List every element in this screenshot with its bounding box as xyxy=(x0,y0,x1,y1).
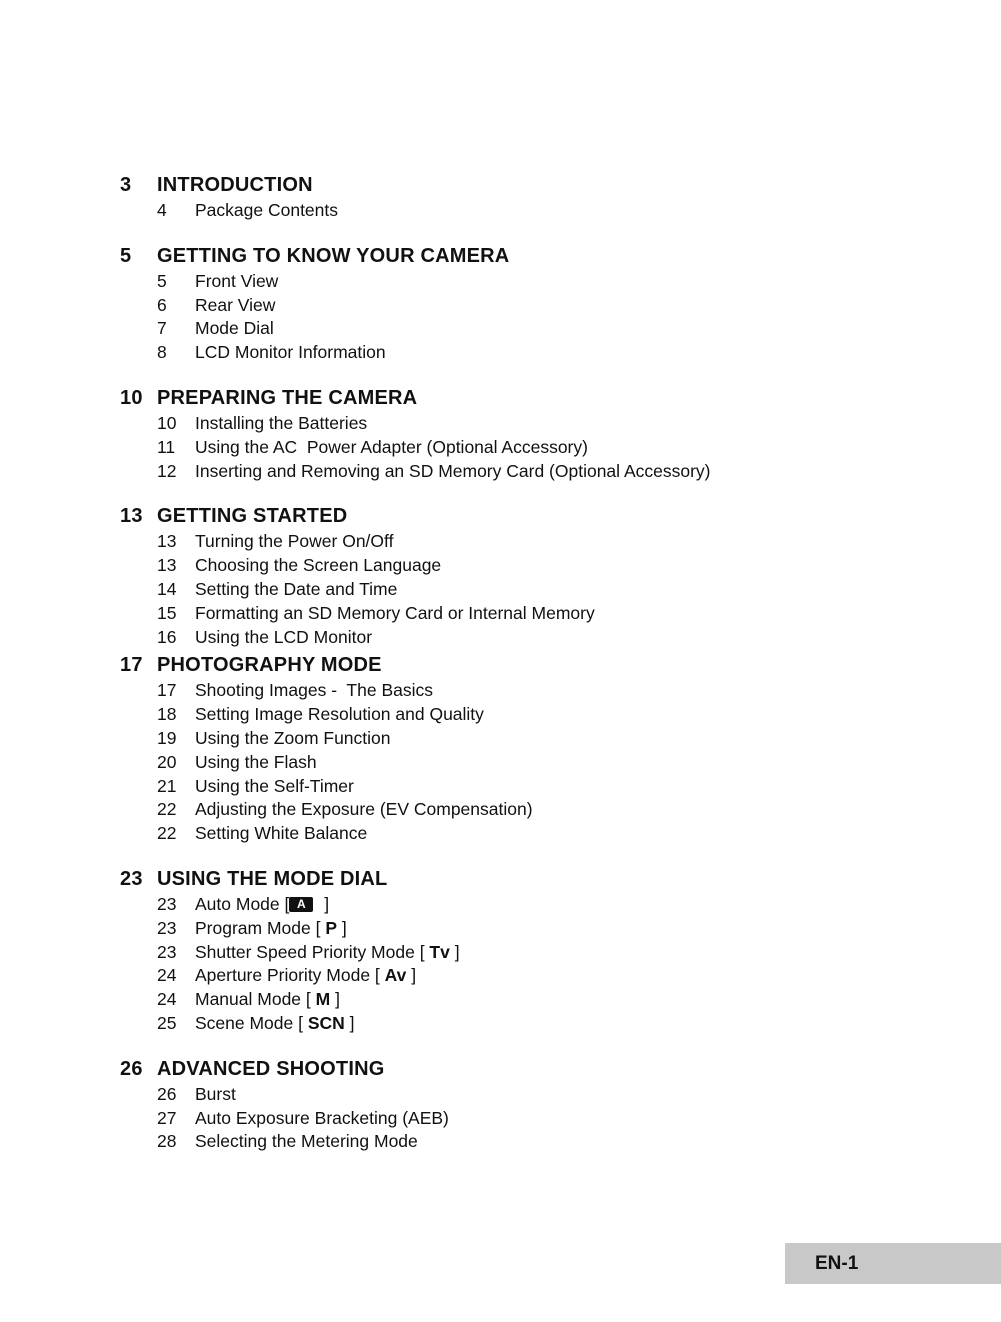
toc-entry[interactable] xyxy=(120,941,880,965)
entry-page-number: 20 xyxy=(157,751,177,772)
entry-title: Adjusting the Exposure (EV Compensation) xyxy=(195,799,533,820)
entry-page-number: 23 xyxy=(157,941,177,962)
section-heading[interactable] xyxy=(120,384,880,412)
entry-title-close: ] xyxy=(344,1012,355,1033)
section-page-number: 26 xyxy=(120,1057,143,1080)
entry-title xyxy=(195,988,340,1012)
section-title: PHOTOGRAPHY MODE xyxy=(157,654,382,677)
toc-entry[interactable] xyxy=(120,917,880,941)
mode-symbol: SCN xyxy=(307,1012,345,1033)
entry-page-number: 12 xyxy=(157,460,177,481)
entry-title: Mode Dial xyxy=(195,318,274,339)
toc-entry[interactable] xyxy=(120,341,880,365)
entry-title-text: Shutter Speed Priority Mode [ xyxy=(195,941,430,962)
toc-section-photography-mode xyxy=(120,651,880,846)
toc-entry[interactable] xyxy=(120,822,880,846)
entry-page-number: 6 xyxy=(157,294,167,315)
entry-title-close: ] xyxy=(449,941,460,962)
section-heading[interactable] xyxy=(120,242,880,270)
entry-page-number: 4 xyxy=(157,200,167,220)
toc-section-introduction xyxy=(120,171,880,223)
page-number-tab xyxy=(785,1243,1001,1284)
section-page-number: 5 xyxy=(120,244,132,267)
toc-entry[interactable] xyxy=(120,554,880,578)
entry-title xyxy=(195,941,460,965)
entry-page-number: 14 xyxy=(157,578,177,599)
entry-title-text: Aperture Priority Mode [ xyxy=(195,965,385,986)
section-title: GETTING TO KNOW YOUR CAMERA xyxy=(157,244,510,267)
entry-page-number: 10 xyxy=(157,412,177,433)
toc-entry[interactable] xyxy=(120,626,880,650)
entry-title xyxy=(195,964,416,988)
toc-section-getting-started xyxy=(120,502,880,649)
entry-page-number: 24 xyxy=(157,989,177,1010)
section-heading[interactable] xyxy=(120,171,880,199)
entry-title: Using the Zoom Function xyxy=(195,727,391,748)
entry-title: Auto Exposure Bracketing (AEB) xyxy=(195,1107,449,1128)
toc-entry[interactable] xyxy=(120,893,880,917)
section-title: USING THE MODE DIAL xyxy=(157,867,388,890)
section-page-number: 23 xyxy=(120,867,143,890)
entry-page-number: 19 xyxy=(157,727,177,748)
section-page-number: 10 xyxy=(120,386,143,409)
entry-page-number: 13 xyxy=(157,531,177,552)
entry-page-number: 28 xyxy=(157,1131,177,1152)
toc-entry[interactable] xyxy=(120,751,880,775)
toc-entry[interactable] xyxy=(120,602,880,626)
entry-title xyxy=(195,917,347,941)
entry-title xyxy=(195,893,329,917)
section-entries xyxy=(120,270,880,365)
auto-mode-icon xyxy=(289,897,313,912)
toc-entry[interactable] xyxy=(120,703,880,727)
entry-page-number: 22 xyxy=(157,799,177,820)
entry-title: Formatting an SD Memory Card or Internal Memory xyxy=(195,602,595,623)
entry-title: LCD Monitor Information xyxy=(195,342,386,363)
mode-symbol: P xyxy=(325,917,338,938)
entry-page-number: 24 xyxy=(157,965,177,986)
entry-page-number: 23 xyxy=(157,917,177,938)
entry-page-number: 25 xyxy=(157,1012,177,1033)
toc-entry[interactable] xyxy=(120,1107,880,1131)
section-page-number: 13 xyxy=(120,505,143,528)
entry-page-number: 22 xyxy=(157,823,177,844)
section-entries xyxy=(120,1083,880,1154)
entry-title: Choosing the Screen Language xyxy=(195,555,442,576)
toc-entry[interactable] xyxy=(120,964,880,988)
entry-title: Setting Image Resolution and Quality xyxy=(195,704,484,725)
entry-title: Selecting the Metering Mode xyxy=(195,1131,418,1152)
entry-page-number: 7 xyxy=(157,318,167,339)
mode-symbol: Av xyxy=(384,965,407,986)
entry-page-number: 13 xyxy=(157,555,177,576)
entry-title: Package Contents xyxy=(195,200,339,220)
section-entries xyxy=(120,530,880,649)
toc-entry[interactable] xyxy=(120,530,880,554)
entry-page-number: 11 xyxy=(157,436,176,457)
entry-title: Using the AC Power Adapter (Optional Accessory) xyxy=(195,436,588,457)
section-heading[interactable] xyxy=(120,502,880,530)
toc-section-mode-dial xyxy=(120,865,880,1036)
section-heading[interactable] xyxy=(120,1055,880,1083)
toc-entry[interactable] xyxy=(120,270,880,294)
entry-page-number: 26 xyxy=(157,1083,177,1104)
entry-title-close: ] xyxy=(330,989,340,1010)
entry-page-number: 23 xyxy=(157,893,177,914)
entry-page-number: 21 xyxy=(157,775,177,796)
section-title: INTRODUCTION xyxy=(157,174,313,196)
toc-entry[interactable] xyxy=(120,436,880,460)
section-title: PREPARING THE CAMERA xyxy=(157,386,418,409)
entry-page-number: 27 xyxy=(157,1107,177,1128)
toc-entry[interactable] xyxy=(120,1012,880,1036)
entry-title-close: ] xyxy=(319,893,330,914)
entry-page-number: 15 xyxy=(157,602,177,623)
toc-entry[interactable] xyxy=(120,460,880,484)
toc-section-advanced-shooting xyxy=(120,1055,880,1154)
section-entries xyxy=(120,893,880,1036)
toc-entry[interactable] xyxy=(120,317,880,341)
entry-title xyxy=(195,1012,355,1036)
entry-title: Turning the Power On/Off xyxy=(195,531,394,552)
section-page-number: 17 xyxy=(120,654,143,677)
section-page-number: 3 xyxy=(120,174,132,196)
entry-title-text: Auto Mode [ xyxy=(195,893,290,914)
page-number-label: EN-1 xyxy=(815,1252,859,1274)
entry-page-number: 5 xyxy=(157,270,167,291)
entry-page-number: 8 xyxy=(157,342,167,363)
section-heading[interactable] xyxy=(120,651,880,679)
entry-title: Using the LCD Monitor xyxy=(195,626,373,647)
toc-entry[interactable] xyxy=(120,199,880,223)
section-entries xyxy=(120,679,880,846)
toc-entry[interactable] xyxy=(120,578,880,602)
entry-title: Using the Self-Timer xyxy=(195,775,354,796)
entry-title-text: Scene Mode [ xyxy=(195,1012,308,1033)
toc-entry[interactable] xyxy=(120,798,880,822)
toc-entry[interactable] xyxy=(120,1130,880,1154)
table-of-contents xyxy=(120,171,880,1154)
section-entries xyxy=(120,412,880,483)
toc-entry[interactable] xyxy=(120,988,880,1012)
section-title: ADVANCED SHOOTING xyxy=(157,1057,385,1080)
section-entries xyxy=(120,199,880,223)
entry-title: Installing the Batteries xyxy=(195,412,368,433)
entry-title-close: ] xyxy=(406,965,417,986)
toc-entry[interactable] xyxy=(120,679,880,703)
toc-entry[interactable] xyxy=(120,775,880,799)
entry-page-number: 18 xyxy=(157,704,177,725)
entry-title: Front View xyxy=(195,270,279,291)
toc-section-preparing xyxy=(120,384,880,483)
entry-title: Inserting and Removing an SD Memory Card (Optional Accessory) xyxy=(195,460,711,481)
entry-title-close: ] xyxy=(337,917,347,938)
entry-title: Setting the Date and Time xyxy=(195,578,398,599)
entry-title: Shooting Images - The Basics xyxy=(195,680,433,701)
entry-title: Setting White Balance xyxy=(195,823,368,844)
entry-title: Burst xyxy=(195,1083,236,1104)
mode-symbol: Tv xyxy=(429,941,450,962)
entry-title-text: Manual Mode [ xyxy=(195,989,316,1010)
toc-entry[interactable] xyxy=(120,727,880,751)
toc-section-getting-to-know xyxy=(120,242,880,365)
section-title: GETTING STARTED xyxy=(157,505,348,528)
entry-page-number: 17 xyxy=(157,680,177,701)
toc-entry[interactable] xyxy=(120,1083,880,1107)
entry-title-text: Program Mode [ xyxy=(195,917,326,938)
toc-entry[interactable] xyxy=(120,294,880,318)
entry-page-number: 16 xyxy=(157,626,177,647)
section-heading[interactable] xyxy=(120,865,880,893)
toc-entry[interactable] xyxy=(120,412,880,436)
mode-symbol: M xyxy=(315,989,331,1010)
entry-title: Rear View xyxy=(195,294,276,315)
entry-title: Using the Flash xyxy=(195,751,317,772)
